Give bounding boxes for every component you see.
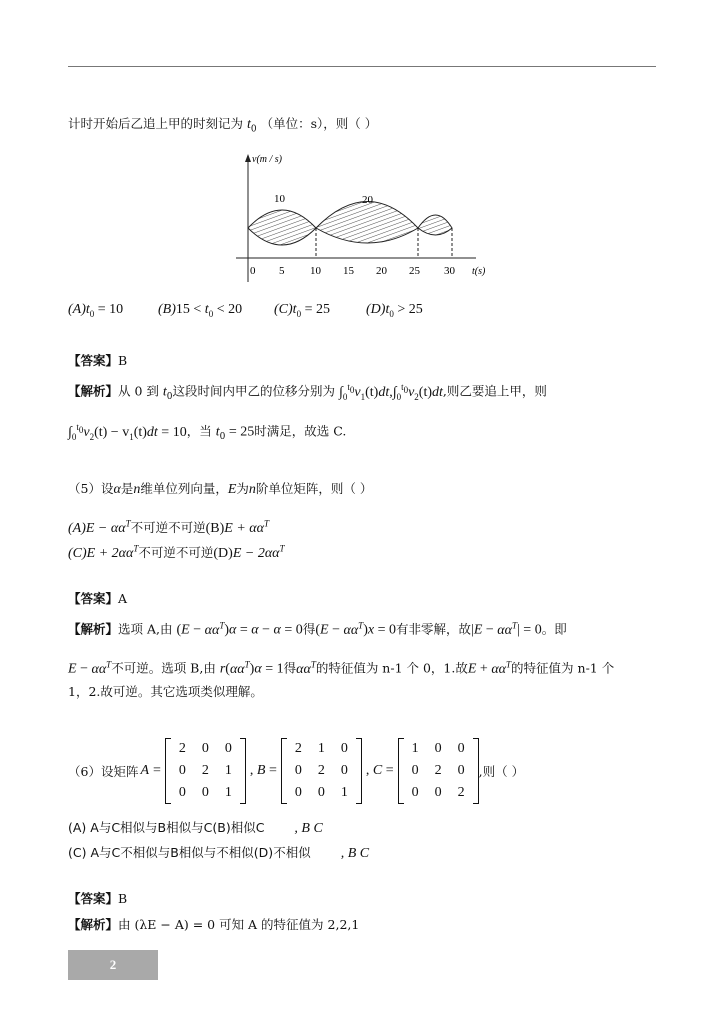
area-label-20: 20: [362, 194, 373, 206]
area-region-1: [248, 210, 316, 245]
q5-answer: 【答案】A: [68, 591, 128, 606]
x-tick-20: 20: [376, 265, 387, 277]
matrix-c: 1 0 0 0 2 0 0 0 2: [398, 738, 479, 804]
q4-option-b: $(B)15 < t_0 < 20$: [158, 302, 243, 319]
q5-option-ab: $(A)E - \alpha\alpha^T$不可逆不可逆$(B)E + \alpha\alpha^T$: [68, 518, 269, 536]
matrix-b: 2 1 0 0 2 0 0 0 1: [281, 738, 362, 804]
q5-stem: （5）设α是n维单位列向量，E为n阶单位矩阵，则（ ）: [68, 481, 373, 497]
q4-option-c: $(C)t_0 = 25$: [274, 302, 330, 319]
q6-option-cd: (C) A与C不相似与B相似与不相似(D)不相似 , B C: [68, 845, 370, 861]
q4-option-a: $(A)t_0 = 10$: [68, 302, 124, 319]
x-tick-25: 25: [409, 265, 420, 277]
q6-answer: 【答案】B: [68, 891, 128, 906]
area-region-2: [316, 202, 418, 244]
x-tick-30: 30: [444, 265, 455, 277]
area-region-3: [418, 215, 452, 235]
q5-analysis-line1: 【解析】选项 A,由 $(E - \alpha\alpha^T)\alpha = \alpha - \alpha = 0$得$(E - \alpha\alpha^T)x = 0$有非零解，故$|E - \alpha\alpha^T| = 0$。即: [68, 620, 567, 638]
q6-analysis: 【解析】由 (λE − A) = 0 可知 A 的特征值为 2,2,1: [68, 917, 360, 932]
q4-answer: 【答案】B: [68, 353, 128, 368]
q5-analysis-line2: $E - \alpha\alpha^T$不可逆。选项 B,由 $r(\alpha\alpha^T)\alpha = 1$得$\alpha\alpha^T$的特征值为 n-1 个 0，1.故$E + \alpha\alpha^T$的特征值为 n-1 个: [68, 659, 615, 677]
q4-option-d: $(D)t_0 > 25$: [366, 302, 423, 319]
q5-option-cd: $(C)E + 2\alpha\alpha^T$不可逆不可逆$(D)E - 2\alpha\alpha^T$: [68, 543, 285, 561]
y-axis-label: v(m / s): [252, 154, 282, 165]
matrix-a: 2 0 0 0 2 1 0 0 1: [165, 738, 246, 804]
header-rule: [68, 66, 656, 67]
q6-stem: （6）设矩阵 A = 2 0 0 0 2 1 0 0 1 , B = 2 1 0 0 2 0 0 0 1 , C = 1 0 0 0 2 0 0 0 2 ,则（ ）: [68, 738, 524, 804]
velocity-chart: [236, 150, 496, 285]
y-axis-arrow: [245, 154, 251, 162]
area-label-10: 10: [274, 193, 285, 205]
q4-analysis-line2: $\int_0^{t_0}v_2(t) - v_1(t)dt = 10$，当 $t_0 = 25$时满足，故选 C.: [68, 422, 347, 443]
q5-analysis-line3: 1，2.故可逆。其它选项类似理解。: [68, 684, 263, 699]
q4-stem: 计时开始后乙追上甲的时刻记为 $t_0$ （单位：s），则（ ）: [68, 116, 378, 135]
x-axis-label: t(s): [472, 266, 486, 277]
q6-option-ab: (A) A与C相似与B相似与C(B)相似C , B C: [68, 820, 323, 836]
x-tick-10: 10: [310, 265, 321, 277]
page-number: 2: [68, 950, 158, 980]
x-tick-5: 5: [279, 265, 285, 277]
x-tick-0: 0: [250, 265, 256, 277]
x-tick-15: 15: [343, 265, 354, 277]
q4-analysis-line1: 【解析】从 0 到 $t_0$这段时间内甲乙的位移分别为 $\int_0^{t_0}v_1(t)dt,\int_0^{t_0}v_2(t)dt$,则乙要追上甲，则: [68, 382, 547, 403]
